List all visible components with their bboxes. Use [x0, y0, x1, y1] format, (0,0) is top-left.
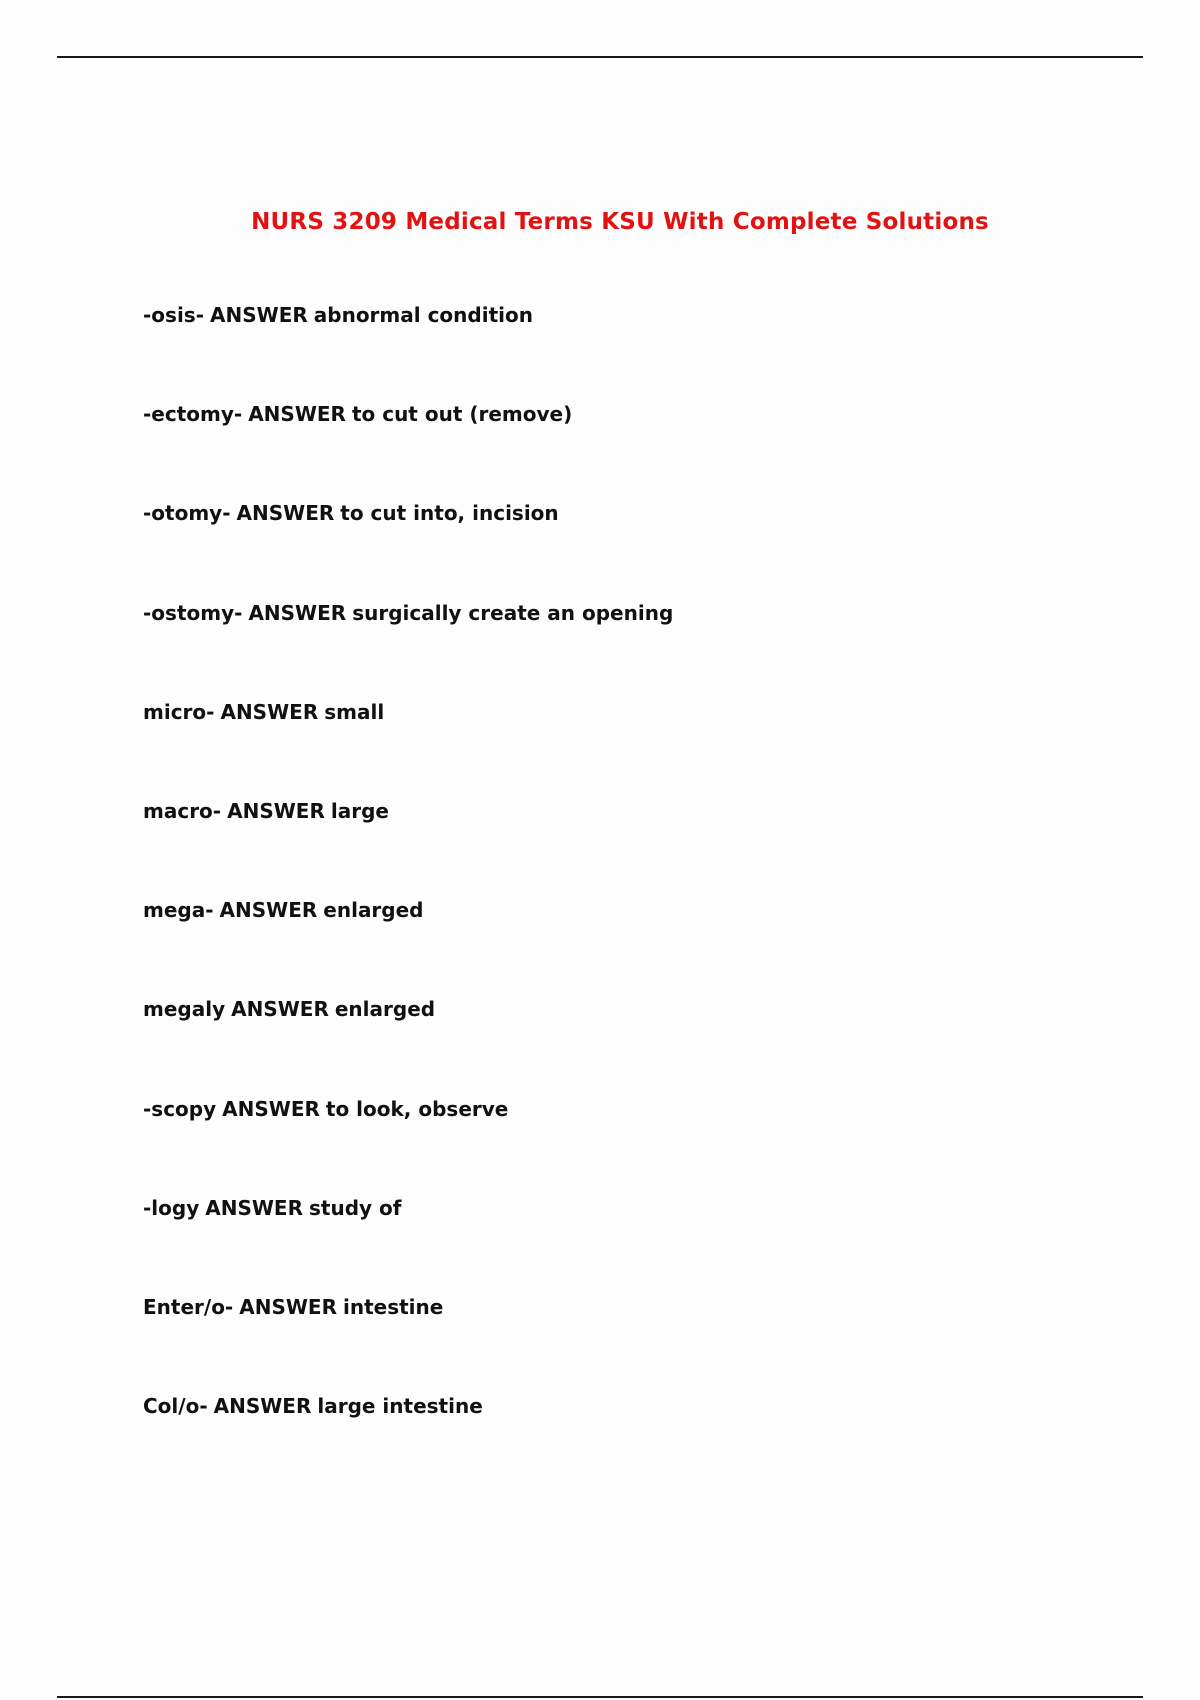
answer-keyword: ANSWER: [227, 798, 325, 823]
answer-keyword: ANSWER: [210, 303, 308, 327]
definition-text: small: [324, 699, 385, 724]
answer-keyword: ANSWER: [220, 699, 319, 724]
answer-keyword: ANSWER: [231, 997, 329, 1022]
term-entry: [143, 1195, 673, 1294]
definition-text: to cut out (remove): [351, 402, 573, 427]
answer-keyword: ANSWER: [219, 898, 318, 923]
term-entry: [143, 699, 673, 798]
definition-text: abnormal condition: [313, 303, 533, 327]
term-text: mega-: [143, 898, 214, 923]
term-entry: [143, 302, 673, 401]
term-text: -logy: [143, 1195, 200, 1220]
term-entry: [143, 897, 673, 996]
definition-text: to look, observe: [325, 1096, 509, 1121]
answer-keyword: ANSWER: [222, 1096, 320, 1121]
definition-text: intestine: [342, 1294, 444, 1319]
definition-text: surgically create an opening: [352, 600, 674, 625]
document-title: NURS 3209 Medical Terms KSU With Complete Solutions: [251, 209, 989, 236]
term-entry: [143, 401, 673, 500]
term-list: [143, 302, 673, 1492]
term-text: -ectomy-: [143, 402, 243, 427]
answer-keyword: ANSWER: [205, 1195, 303, 1220]
definition-text: study of: [309, 1195, 402, 1220]
definition-text: large intestine: [317, 1394, 483, 1419]
term-entry: [143, 996, 673, 1095]
term-entry: [143, 600, 673, 699]
top-rule: [57, 56, 1143, 58]
definition-text: large: [330, 798, 389, 823]
term-text: macro-: [143, 798, 222, 823]
term-text: -scopy: [143, 1096, 217, 1121]
definition-text: enlarged: [323, 898, 424, 923]
answer-keyword: ANSWER: [236, 501, 335, 526]
term-text: megaly: [143, 997, 226, 1022]
term-entry: [143, 500, 673, 599]
definition-text: enlarged: [334, 997, 436, 1022]
answer-keyword: ANSWER: [213, 1394, 312, 1419]
term-text: -osis-: [143, 303, 205, 327]
answer-keyword: ANSWER: [239, 1294, 337, 1319]
definition-text: to cut into, incision: [340, 501, 559, 526]
term-text: Col/o-: [143, 1394, 208, 1419]
term-entry: [143, 1294, 673, 1393]
bottom-rule: [57, 1696, 1143, 1698]
term-text: -otomy-: [143, 501, 231, 526]
answer-keyword: ANSWER: [248, 402, 346, 427]
term-text: Enter/o-: [143, 1294, 234, 1319]
term-text: -ostomy-: [143, 600, 243, 625]
term-text: micro-: [143, 699, 215, 724]
term-entry: [143, 1393, 673, 1492]
term-entry: [143, 1096, 673, 1195]
term-entry: [143, 798, 673, 897]
answer-keyword: ANSWER: [248, 600, 347, 625]
